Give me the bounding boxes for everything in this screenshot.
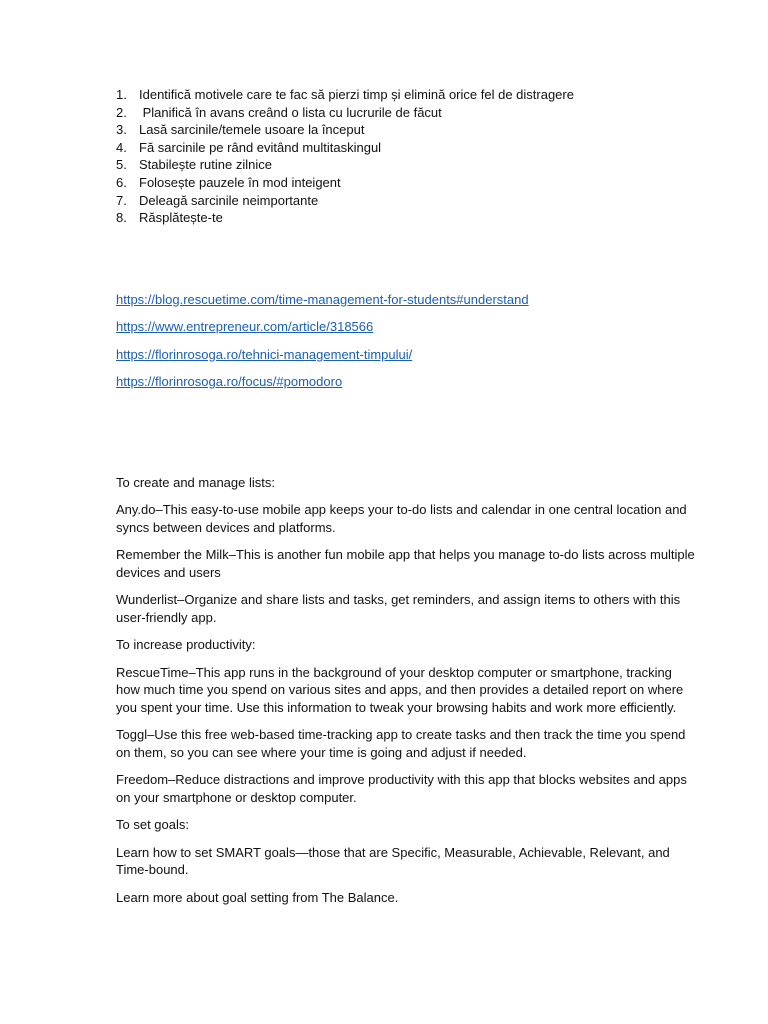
list-item: [116, 174, 696, 192]
list-item-number: 3.: [116, 122, 127, 138]
list-item-text: Identifică motivele care te fac să pierzi timp și elimină orice fel de distragere: [139, 87, 574, 102]
link-entrepreneur-article[interactable]: https://www.entrepreneur.com/article/318566: [116, 319, 374, 335]
document-content: [116, 86, 696, 916]
list-item-number: 8.: [116, 210, 127, 226]
list-item: [116, 209, 696, 227]
list-item: [116, 121, 696, 139]
apps-section: [116, 474, 696, 907]
list-item-number: 4.: [116, 139, 127, 155]
paragraph-smart-goals: Learn how to set SMART goals—those that are Specific, Measurable, Achievable, Relevant, and Time-bound.: [116, 844, 670, 878]
list-item-number: 5.: [116, 157, 127, 173]
link-rescuetime-blog[interactable]: https://blog.rescuetime.com/time-management-for-students#understand: [116, 291, 529, 307]
list-item-text: Folosește pauzele în mod inteigent: [139, 174, 341, 190]
list-item: [116, 86, 696, 104]
paragraph-anydo: Any.do–This easy-to-use mobile app keeps your to-do lists and calendar in one central location and syncs between devices and platforms.: [116, 502, 687, 535]
paragraph-toggl: Toggl–Use this free web-based time-tracking app to create tasks and then track the time you spend on them, so you can see where your time is going and adjust if needed.: [116, 727, 686, 760]
list-item-number: 6.: [116, 174, 127, 190]
list-item: [116, 139, 696, 157]
list-item-text: Lasă sarcinile/temele usoare la început: [139, 122, 365, 138]
section-heading-productivity: To increase productivity:: [116, 637, 256, 653]
paragraph-the-balance: Learn more about goal setting from The Balance.: [116, 889, 399, 905]
list-item: [116, 156, 696, 174]
reference-links: [116, 291, 696, 391]
paragraph-wunderlist: Wunderlist–Organize and share lists and tasks, get reminders, and assign items to others with this user-friendly app.: [116, 592, 681, 625]
list-item: [116, 192, 696, 210]
section-heading-lists: To create and manage lists:: [116, 474, 275, 490]
list-item-text: Fă sarcinile pe rând evitând multitaskingul: [139, 139, 382, 155]
list-item-number: 7.: [116, 192, 127, 208]
link-florinrosoga-tehnici[interactable]: https://florinrosoga.ro/tehnici-management-timpului/: [116, 346, 413, 362]
list-item-number: 2.: [116, 104, 127, 120]
list-item-text: Planifică în avans creând o lista cu lucrurile de făcut: [139, 104, 442, 120]
list-item-text: Stabilește rutine zilnice: [139, 157, 272, 173]
paragraph-remember-the-milk: Remember the Milk–This is another fun mobile app that helps you manage to-do lists across multiple devices and users: [116, 547, 695, 580]
list-item-number: 1.: [116, 87, 127, 102]
link-florinrosoga-pomodoro[interactable]: https://florinrosoga.ro/focus/#pomodoro: [116, 374, 343, 390]
list-item-text: Deleagă sarcinile neimportante: [139, 192, 319, 208]
paragraph-freedom: Freedom–Reduce distractions and improve productivity with this app that blocks websites and apps on your smartphone or desktop computer.: [116, 772, 687, 805]
paragraph-rescuetime: RescueTime–This app runs in the background of your desktop computer or smartphone, tracking how much time you spend on various sites and apps, and then provides a detailed report on where you spent your time. Use this information to tweak your browsing habits and work more efficiently.: [116, 664, 684, 715]
list-item: [116, 104, 696, 122]
section-heading-goals: To set goals:: [116, 817, 189, 833]
tips-list: [116, 86, 696, 227]
list-item-text: Răsplătește-te: [139, 210, 223, 226]
